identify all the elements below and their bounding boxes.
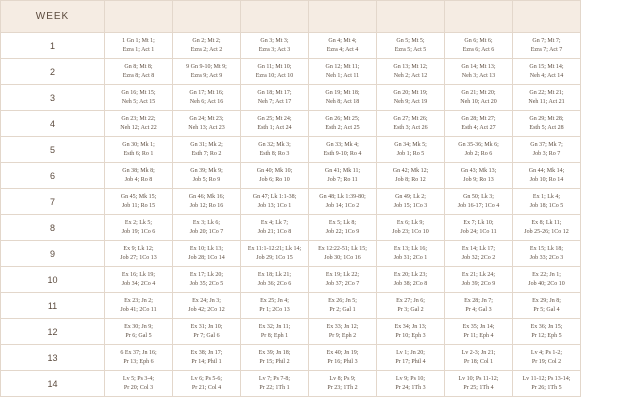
reading-cell: Ex 16; Lk 19; Job 34; 2Co 4 xyxy=(105,267,173,293)
reading-cell: Ex 3; Lk 6; Job 20; 1Co 7 xyxy=(173,215,241,241)
day-header xyxy=(241,1,309,33)
week-row xyxy=(1,241,581,267)
reading-cell: Ex 38; Jn 17; Pr 14; Phil 1 xyxy=(173,345,241,371)
reading-cell: Gn 31; Mk 2; Esth 7; Ro 2 xyxy=(173,137,241,163)
reading-cell: Gn 5; Mt 5; Ezra 5; Act 5 xyxy=(377,33,445,59)
week-row xyxy=(1,345,581,371)
reading-cell: Gn 44; Mk 14; Job 10; Ro 14 xyxy=(513,163,581,189)
reading-cell: Ex 25; Jn 4; Pr 1; 2Co 13 xyxy=(241,293,309,319)
week-number: 2 xyxy=(1,59,105,85)
week-number: 3 xyxy=(1,85,105,111)
week-row xyxy=(1,163,581,189)
week-number: 14 xyxy=(1,371,105,397)
reading-cell: Gn 8; Mt 8; Ezra 8; Act 8 xyxy=(105,59,173,85)
reading-cell: Ex 11:1-12:21; Lk 14; Job 29; 1Co 15 xyxy=(241,241,309,267)
week-number: 13 xyxy=(1,345,105,371)
reading-cell: Gn 28; Mt 27; Esth 4; Act 27 xyxy=(445,111,513,137)
week-number: 10 xyxy=(1,267,105,293)
reading-cell: Ex 33; Jn 12; Pr 9; Eph 2 xyxy=(309,319,377,345)
week-number: 1 xyxy=(1,33,105,59)
reading-cell: Ex 14; Lk 17; Job 32; 2Co 2 xyxy=(445,241,513,267)
week-number: 8 xyxy=(1,215,105,241)
reading-cell: Gn 46; Mk 16; Job 12; Ro 16 xyxy=(173,189,241,215)
reading-cell: Ex 22; Jn 1; Job 40; 2Co 10 xyxy=(513,267,581,293)
reading-cell: Gn 38; Mk 8; Job 4; Ro 8 xyxy=(105,163,173,189)
reading-cell: Gn 41; Mk 11; Job 7; Ro 11 xyxy=(309,163,377,189)
reading-cell: Ex 9; Lk 12; Job 27; 1Co 13 xyxy=(105,241,173,267)
reading-cell: Ex 7; Lk 10; Job 24; 1Co 11 xyxy=(445,215,513,241)
reading-cell: Lv 10; Ps 11-12; Pr 25; 1Th 4 xyxy=(445,371,513,397)
reading-cell: Ex 27; Jn 6; Pr 3; Gal 2 xyxy=(377,293,445,319)
reading-cell: Ex 10; Lk 13; Job 28; 1Co 14 xyxy=(173,241,241,267)
reading-cell: Gn 18; Mt 17; Neh 7; Act 17 xyxy=(241,85,309,111)
reading-cell: Ex 8; Lk 11; Job 25-26; 1Co 12 xyxy=(513,215,581,241)
reading-cell: Lv 7; Ps 7-8; Pr 22; 1Th 1 xyxy=(241,371,309,397)
week-row xyxy=(1,371,581,397)
reading-cell: Gn 23; Mt 22; Neh 12; Act 22 xyxy=(105,111,173,137)
week-header: WEEK xyxy=(1,1,105,33)
week-row xyxy=(1,59,581,85)
day-header xyxy=(377,1,445,33)
reading-cell: Lv 2-3; Jn 21; Pr 18; Col 1 xyxy=(445,345,513,371)
reading-cell: Ex 6; Lk 9; Job 23; 1Co 10 xyxy=(377,215,445,241)
reading-cell: Gn 7; Mt 7; Ezra 7; Act 7 xyxy=(513,33,581,59)
reading-cell: Lv 9; Ps 10; Pr 24; 1Th 3 xyxy=(377,371,445,397)
reading-cell: Gn 25; Mt 24; Esth 1; Act 24 xyxy=(241,111,309,137)
reading-cell: Gn 14; Mt 13; Neh 3; Act 13 xyxy=(445,59,513,85)
reading-cell: Ex 29; Jn 8; Pr 5; Gal 4 xyxy=(513,293,581,319)
reading-cell: Ex 21; Lk 24; Job 39; 2Co 9 xyxy=(445,267,513,293)
reading-cell: Gn 48; Lk 1:39-80; Job 14; 1Co 2 xyxy=(309,189,377,215)
reading-cell: Ex 24; Jn 3; Job 42; 2Co 12 xyxy=(173,293,241,319)
reading-cell: Gn 13; Mt 12; Neh 2; Act 12 xyxy=(377,59,445,85)
week-row xyxy=(1,293,581,319)
reading-cell: Ex 13; Lk 16; Job 31; 2Co 1 xyxy=(377,241,445,267)
reading-cell: Gn 45; Mk 15; Job 11; Ro 15 xyxy=(105,189,173,215)
reading-cell: Gn 22; Mt 21; Neh 11; Act 21 xyxy=(513,85,581,111)
reading-cell: Gn 6; Mt 6; Ezra 6; Act 6 xyxy=(445,33,513,59)
reading-cell: Gn 20; Mt 19; Neh 9; Act 19 xyxy=(377,85,445,111)
reading-cell: Gn 4; Mt 4; Ezra 4; Act 4 xyxy=(309,33,377,59)
reading-cell: Ex 40; Jn 19; Pr 16; Phil 3 xyxy=(309,345,377,371)
week-number: 6 xyxy=(1,163,105,189)
reading-cell: Gn 17; Mt 16; Neh 6; Act 16 xyxy=(173,85,241,111)
reading-cell: Ex 2; Lk 5; Job 19; 1Co 6 xyxy=(105,215,173,241)
reading-cell: Gn 24; Mt 23; Neh 13; Act 23 xyxy=(173,111,241,137)
reading-cell: Gn 26; Mt 25; Esth 2; Act 25 xyxy=(309,111,377,137)
reading-cell: Gn 47; Lk 1:1-38; Job 13; 1Co 1 xyxy=(241,189,309,215)
week-number: 5 xyxy=(1,137,105,163)
reading-cell: Gn 30; Mk 1; Esth 6; Ro 1 xyxy=(105,137,173,163)
reading-cell: Ex 20; Lk 23; Job 38; 2Co 8 xyxy=(377,267,445,293)
reading-cell: Ex 12:22-51; Lk 15; Job 30; 1Co 16 xyxy=(309,241,377,267)
reading-cell: 9 Gn 9-10; Mt 9; Ezra 9; Act 9 xyxy=(173,59,241,85)
reading-cell: Gn 21; Mt 20; Neh 10; Act 20 xyxy=(445,85,513,111)
reading-cell: Ex 18; Lk 21; Job 36; 2Co 6 xyxy=(241,267,309,293)
week-row xyxy=(1,111,581,137)
week-row xyxy=(1,189,581,215)
reading-cell: Gn 27; Mt 26; Esth 3; Act 26 xyxy=(377,111,445,137)
reading-cell: Ex 5; Lk 8; Job 22; 1Co 9 xyxy=(309,215,377,241)
reading-cell: Gn 32; Mk 3; Esth 8; Ro 3 xyxy=(241,137,309,163)
week-row xyxy=(1,215,581,241)
day-header xyxy=(513,1,581,33)
reading-cell: Gn 33; Mk 4; Esth 9-10; Ro 4 xyxy=(309,137,377,163)
reading-cell: Lv 4; Ps 1-2; Pr 19; Col 2 xyxy=(513,345,581,371)
reading-cell: Ex 31; Jn 10; Pr 7; Gal 6 xyxy=(173,319,241,345)
reading-cell: Ex 32; Jn 11; Pr 8; Eph 1 xyxy=(241,319,309,345)
header-row xyxy=(1,1,581,33)
day-header xyxy=(173,1,241,33)
week-row xyxy=(1,267,581,293)
reading-cell: Ex 4; Lk 7; Job 21; 1Co 8 xyxy=(241,215,309,241)
reading-cell: Gn 37; Mk 7; Job 3; Ro 7 xyxy=(513,137,581,163)
reading-cell: Lv 1; Jn 20; Pr 17; Phil 4 xyxy=(377,345,445,371)
day-header xyxy=(445,1,513,33)
reading-cell: Gn 50; Lk 3; Job 16-17; 1Co 4 xyxy=(445,189,513,215)
week-number: 7 xyxy=(1,189,105,215)
week-row xyxy=(1,319,581,345)
week-row xyxy=(1,33,581,59)
reading-cell: Gn 40; Mk 10; Job 6; Ro 10 xyxy=(241,163,309,189)
reading-cell: Ex 34; Jn 13; Pr 10; Eph 3 xyxy=(377,319,445,345)
reading-cell: Lv 6; Ps 5-6; Pr 21; Col 4 xyxy=(173,371,241,397)
reading-cell: Lv 5; Ps 3-4; Pr 20; Col 3 xyxy=(105,371,173,397)
reading-cell: Ex 19; Lk 22; Job 37; 2Co 7 xyxy=(309,267,377,293)
reading-cell: Ex 36; Jn 15; Pr 12; Eph 5 xyxy=(513,319,581,345)
reading-cell: Gn 49; Lk 2; Job 15; 1Co 3 xyxy=(377,189,445,215)
week-number: 9 xyxy=(1,241,105,267)
week-row xyxy=(1,85,581,111)
reading-cell: Ex 26; Jn 5; Pr 2; Gal 1 xyxy=(309,293,377,319)
reading-cell: Gn 16; Mt 15; Neh 5; Act 15 xyxy=(105,85,173,111)
reading-cell: Ex 35; Jn 14; Pr 11; Eph 4 xyxy=(445,319,513,345)
reading-cell: Gn 12; Mt 11; Neh 1; Act 11 xyxy=(309,59,377,85)
week-number: 11 xyxy=(1,293,105,319)
reading-cell: Ex 15; Lk 18; Job 33; 2Co 3 xyxy=(513,241,581,267)
reading-cell: Ex 30; Jn 9; Pr 6; Gal 5 xyxy=(105,319,173,345)
day-header xyxy=(105,1,173,33)
reading-cell: Gn 43; Mk 13; Job 9; Ro 13 xyxy=(445,163,513,189)
reading-cell: Gn 15; Mt 14; Neh 4; Act 14 xyxy=(513,59,581,85)
reading-cell: Gn 39; Mk 9; Job 5; Ro 9 xyxy=(173,163,241,189)
reading-cell: Ex 28; Jn 7; Pr 4; Gal 3 xyxy=(445,293,513,319)
reading-cell: Gn 2; Mt 2; Ezra 2; Act 2 xyxy=(173,33,241,59)
reading-cell: Gn 34; Mk 5; Job 1; Ro 5 xyxy=(377,137,445,163)
reading-cell: Ex 23; Jn 2; Job 41; 2Co 11 xyxy=(105,293,173,319)
reading-cell: 1 Gn 1; Mt 1; Ezra 1; Act 1 xyxy=(105,33,173,59)
week-number: 12 xyxy=(1,319,105,345)
reading-cell: Gn 11; Mt 10; Ezra 10; Act 10 xyxy=(241,59,309,85)
reading-cell: Gn 19; Mt 18; Neh 8; Act 18 xyxy=(309,85,377,111)
week-row xyxy=(1,137,581,163)
reading-cell: Lv 8; Ps 9; Pr 23; 1Th 2 xyxy=(309,371,377,397)
reading-cell: Gn 35-36; Mk 6; Job 2; Ro 6 xyxy=(445,137,513,163)
week-number: 4 xyxy=(1,111,105,137)
reading-cell: Ex 1; Lk 4; Job 18; 1Co 5 xyxy=(513,189,581,215)
reading-cell: Gn 42; Mk 12; Job 8; Ro 12 xyxy=(377,163,445,189)
reading-cell: Ex 39; Jn 18; Pr 15; Phil 2 xyxy=(241,345,309,371)
reading-cell: Ex 17; Lk 20; Job 35; 2Co 5 xyxy=(173,267,241,293)
reading-cell: Lv 11-12; Ps 13-14; Pr 26; 1Th 5 xyxy=(513,371,581,397)
reading-cell: Gn 3; Mt 3; Ezra 3; Act 3 xyxy=(241,33,309,59)
reading-cell: Gn 29; Mt 28; Esth 5; Act 28 xyxy=(513,111,581,137)
day-header xyxy=(309,1,377,33)
reading-cell: 6 Ex 37; Jn 16; Pr 13; Eph 6 xyxy=(105,345,173,371)
